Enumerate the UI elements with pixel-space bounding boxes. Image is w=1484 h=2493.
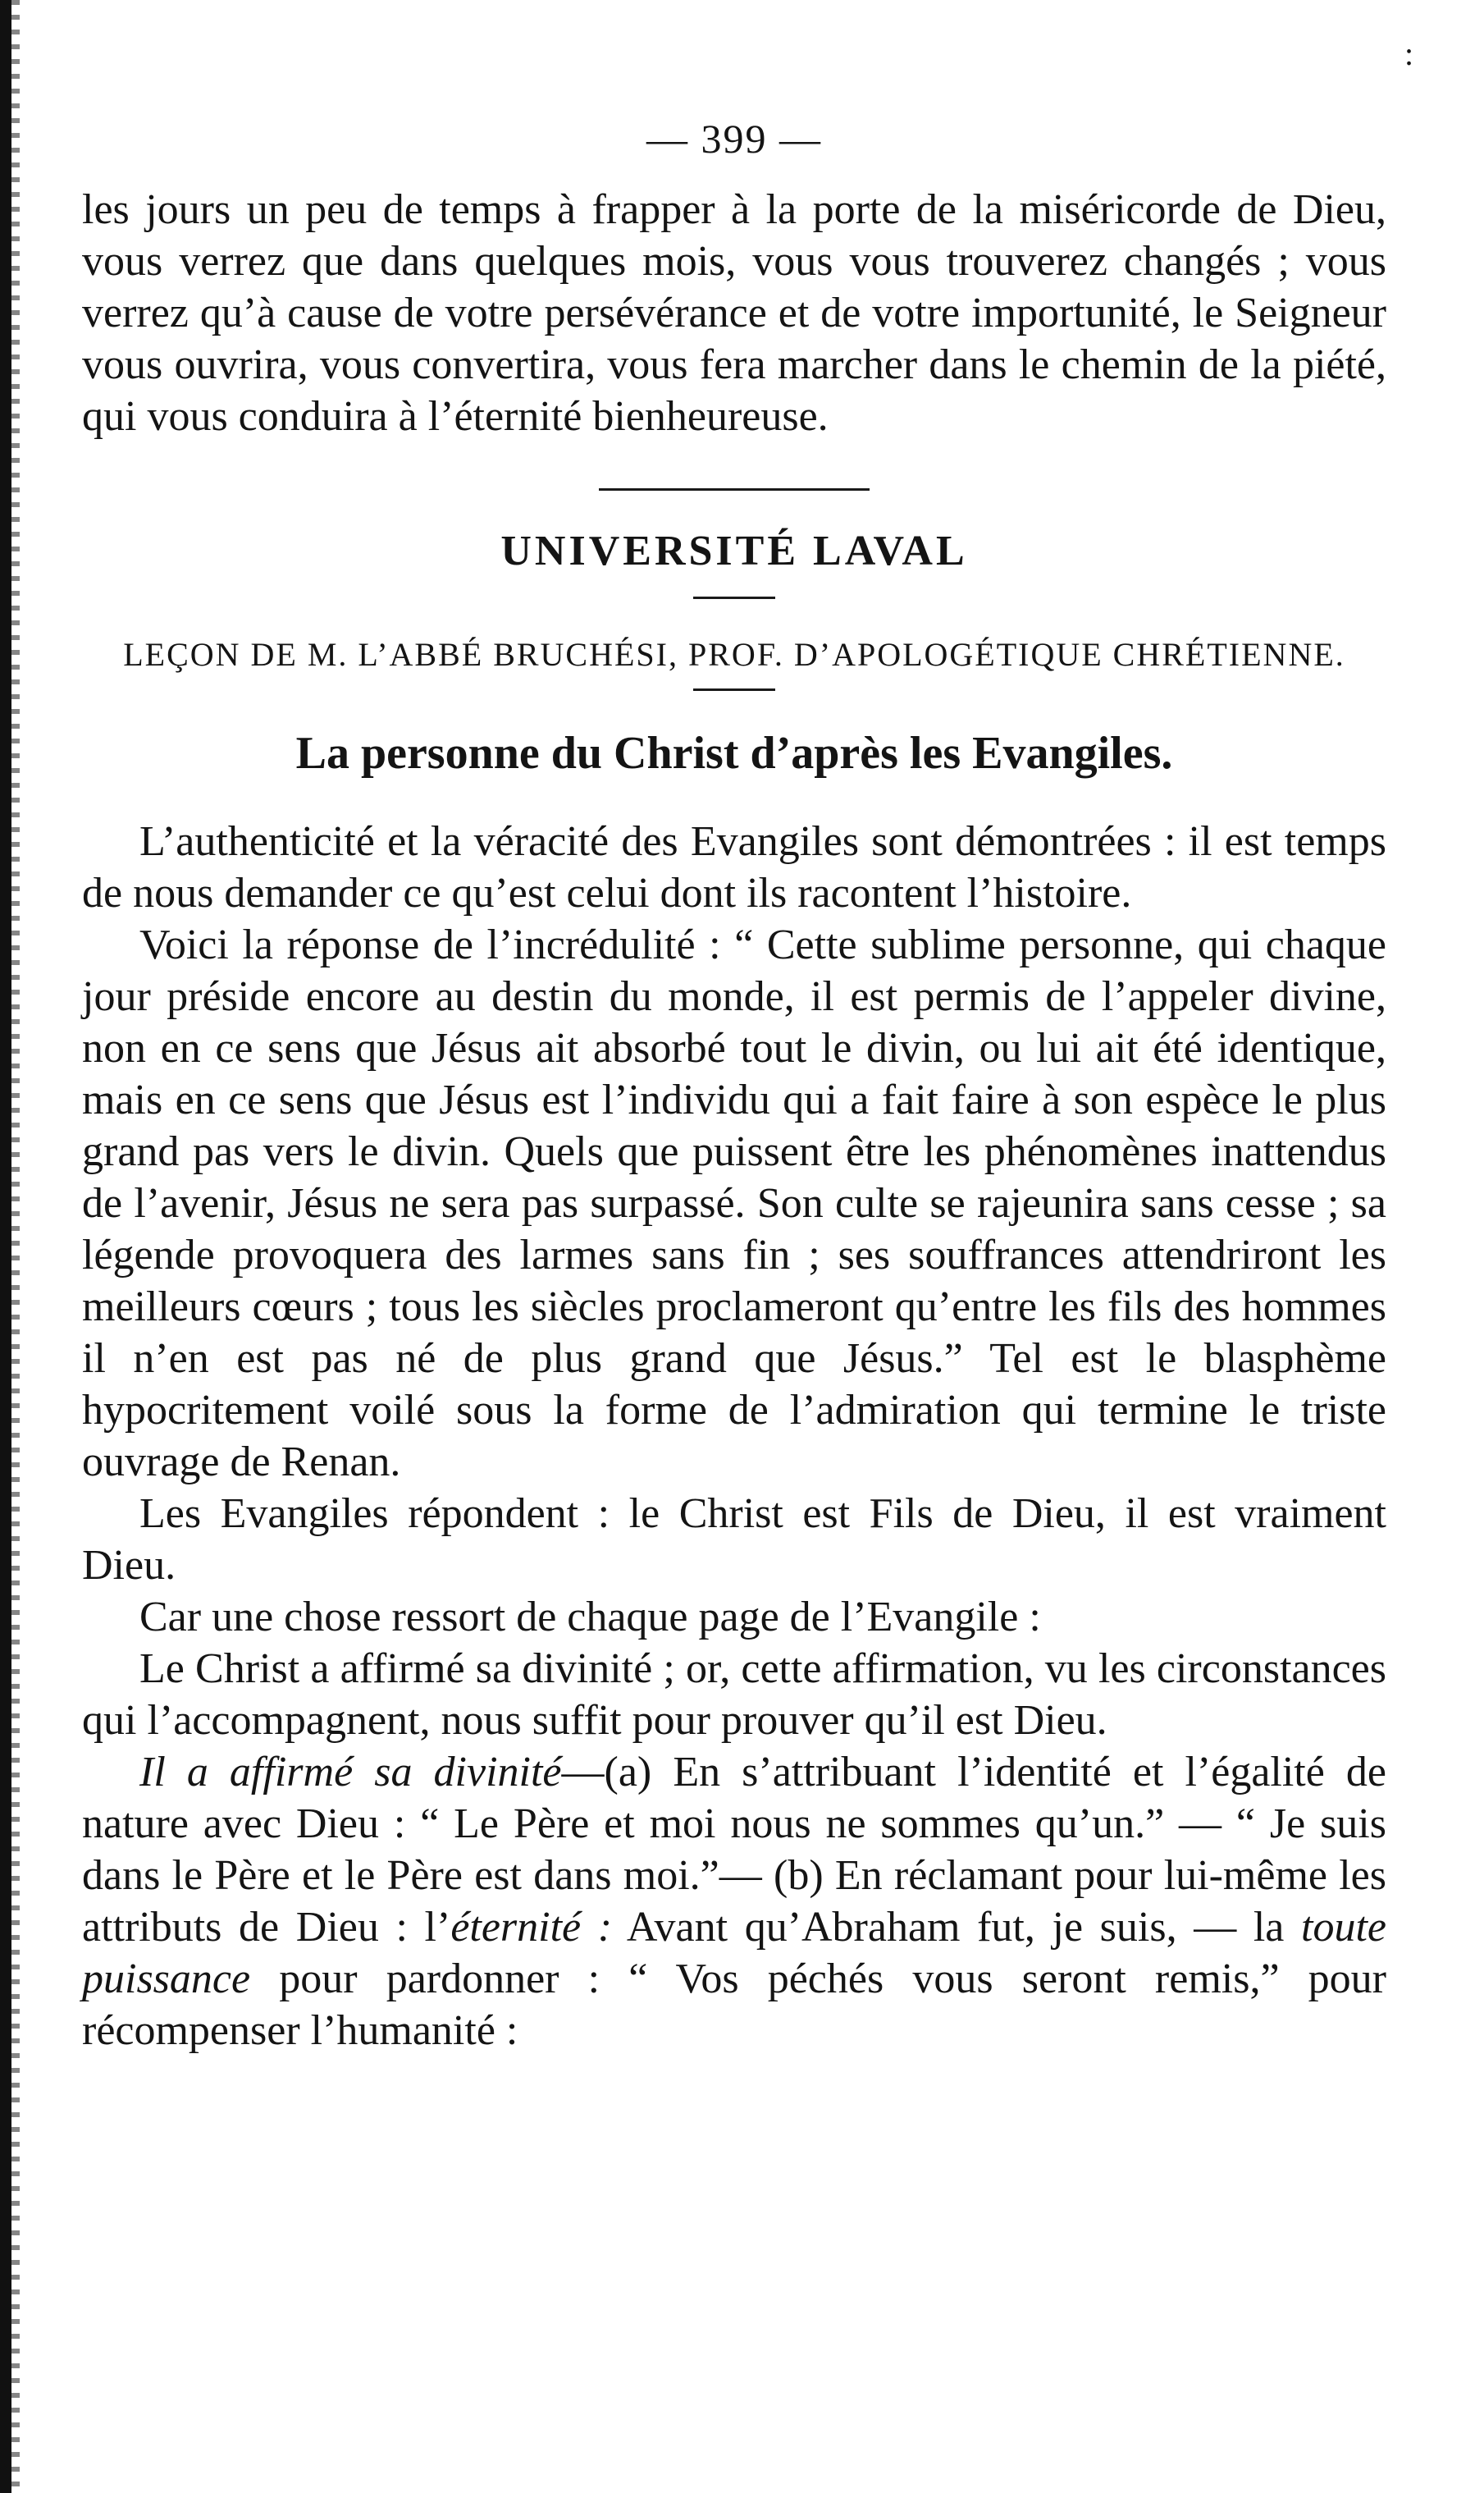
page-number: — 399 — bbox=[646, 116, 822, 162]
book-binding-edge bbox=[0, 0, 11, 2493]
lecture-subheading: LEÇON DE M. L’ABBÉ BRUCHÉSI, PROF. D’APOLOGÉTIQUE CHRÉTIENNE. bbox=[123, 636, 1345, 673]
text-run: Avant qu’Abraham fut, je suis, — la bbox=[612, 1904, 1301, 1951]
subheading-rule bbox=[693, 688, 775, 691]
section-divider bbox=[599, 488, 870, 491]
body-paragraph: L’authenticité et la véracité des Evangiles sont démontrées : il est temps de nous demander ce qu’est celui dont ils racontent l’histoire. bbox=[82, 818, 1386, 917]
heading-rule bbox=[693, 597, 775, 599]
text-run: pour pardonner : “ Vos péchés vous seront remis,” pour récompenser l’humanité : bbox=[82, 1956, 1386, 2054]
body-paragraph: Les Evangiles répondent : le Christ est Fils de Dieu, il est vraiment Dieu. bbox=[82, 1490, 1386, 1589]
body-paragraph: Car une chose ressort de chaque page de l’Evangile : bbox=[139, 1594, 1041, 1640]
binding-shadow bbox=[11, 0, 20, 2493]
italic-toute-puissance: toute puissance bbox=[82, 1904, 1386, 2002]
body-paragraph-final bbox=[82, 1746, 1386, 2056]
page-content bbox=[82, 115, 1386, 2056]
intro-paragraph: les jours un peu de temps à frapper à la porte de la miséricorde de Dieu, vous verrez que dans quelques mois, vous vous trouverez changés ; vous verrez qu’à cause de votre persévérance et de votre importunité, le Seigneur vous ouvrira, vous convertira, vous fera marcher dans le chemin de la piété, qui vous conduira à l’éternité bienheureuse. bbox=[82, 186, 1386, 440]
section-heading: UNIVERSITÉ LAVAL bbox=[500, 528, 968, 574]
text-run: —(a) En s’attribuant l’identité et l’égalité de nature avec Dieu : “ Le Père et moi nous ne sommes qu’un.” — “ Je suis dans le Père et le Père est dans moi.”— (b) En réclamant pour lui-même les attributs de Dieu : l’ bbox=[82, 1749, 1386, 1951]
corner-mark: : bbox=[1404, 35, 1414, 72]
italic-lead: Il a affirmé sa divinité bbox=[139, 1749, 562, 1795]
italic-eternite: éternité : bbox=[450, 1904, 613, 1951]
body-paragraph: Le Christ a affirmé sa divinité ; or, cette affirmation, vu les circonstances qui l’accompagnent, nous suffit pour prouver qu’il est Dieu. bbox=[82, 1645, 1386, 1744]
body-paragraph: Voici la réponse de l’incrédulité : “ Cette sublime personne, qui chaque jour préside encore au destin du monde, il est permis de l’appeler divine, non en ce sens que Jésus ait absorbé tout le divin, ou lui ait été identique, mais en ce sens que Jésus est l’individu qui a fait faire à son espèce le plus grand pas vers le divin. Quels que puissent être les phénomènes inattendus de l’avenir, Jésus ne sera pas surpassé. Son culte se rajeunira sans cesse ; sa légende provoquera des larmes sans fin ; ses souffrances attendriront les meilleurs cœurs ; tous les siècles proclameront qu’entre les fils des hommes il n’en est pas né de plus grand que Jésus.” Tel est le blasphème hypocritement voilé sous la forme de l’admiration qui termine le triste ouvrage de Renan. bbox=[82, 922, 1386, 1485]
article-title: La personne du Christ d’après les Evangiles. bbox=[295, 728, 1173, 779]
